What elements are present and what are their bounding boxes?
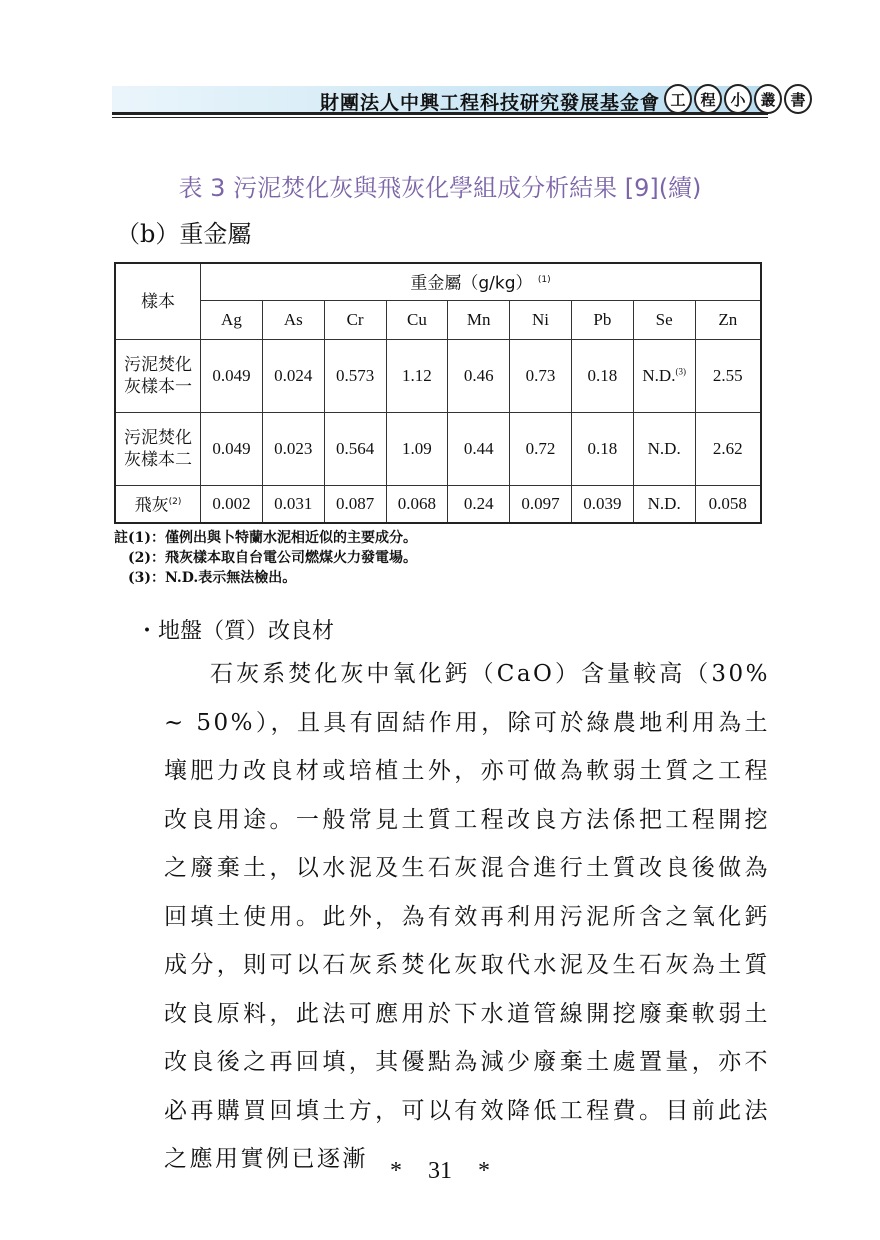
sample-name-line: 灰樣本二 [124, 450, 193, 470]
table-cell: 0.049 [201, 340, 263, 413]
table-cell: 1.12 [386, 340, 448, 413]
table-cell: 0.031 [262, 486, 324, 524]
table-cell: 0.087 [324, 486, 386, 524]
table-row [115, 413, 761, 486]
se-value: N.D. [642, 366, 676, 385]
table-cell: 0.18 [571, 413, 633, 486]
column-header: Mn [448, 301, 510, 340]
table-cell: 2.62 [695, 413, 761, 486]
series-char: 程 [694, 84, 722, 114]
sample-name-line: 飛灰 [134, 495, 169, 516]
table-cell: 0.023 [262, 413, 324, 486]
table-cell: 0.44 [448, 413, 510, 486]
series-char: 工 [664, 84, 692, 114]
table-cell: 0.024 [262, 340, 324, 413]
table-cell: 0.72 [510, 413, 572, 486]
sample-name-line: 污泥焚化 [124, 355, 193, 375]
series-char: 書 [784, 84, 812, 114]
sample-name-line: 灰樣本一 [124, 377, 193, 397]
table-cell: 0.46 [448, 340, 510, 413]
table-cell: 0.049 [201, 413, 263, 486]
group-header-label: 重金屬（g/kg） [410, 273, 533, 294]
star-icon: * [478, 1158, 490, 1184]
header-organization: 財團法人中興工程科技研究發展基金會 [319, 92, 660, 114]
column-header: Cu [386, 301, 448, 340]
note-line: (3)：N.D.表示無法檢出。 [128, 570, 297, 586]
table-cell: 0.097 [510, 486, 572, 524]
page-footer [0, 1158, 880, 1185]
column-header: As [262, 301, 324, 340]
subheading: ・地盤（質）改良材 [136, 619, 335, 644]
table-row [115, 486, 761, 524]
heavy-metal-table [114, 262, 762, 524]
table-cell: N.D. [633, 486, 695, 524]
table-cell: 0.002 [201, 486, 263, 524]
table-cell: 0.564 [324, 413, 386, 486]
table-title: 表 3 污泥焚化灰與飛灰化學組成分析結果 [9](續) [178, 174, 702, 202]
se-note: (3) [675, 366, 686, 377]
column-header: Cr [324, 301, 386, 340]
table-cell: 0.573 [324, 340, 386, 413]
table-cell: 1.09 [386, 413, 448, 486]
table-header-row [115, 263, 761, 301]
table-cell-se [633, 340, 695, 413]
body-paragraph: 石灰系焚化灰中氧化鈣（CaO）含量較高（30% ~ 50%），且具有固結作用，除可於綠農地利用為土壤肥力改良材或培植土外，亦可做為軟弱土質之工程改良用途。一般常見土質工程改良方法係把工程開挖之廢棄土，以水泥及生石灰混合進行土質改良後做為回填土使用。此外，為有效再利用污泥所含之氧化鈣成分，則可以石灰系焚化灰取代水泥及生石灰為土質改良原料，此法可應用於下水道管線開挖廢棄軟弱土改良後之再回填，其優點為減少廢棄土處置量，亦不必再購買回填土方，可以有效降低工程費。目前此法之應用實例已逐漸 [164, 661, 770, 1172]
table-cell: 0.73 [510, 340, 572, 413]
sample-header: 樣本 [115, 263, 201, 340]
column-header: Ag [201, 301, 263, 340]
series-logo [664, 84, 812, 114]
sample-name [115, 340, 201, 413]
group-header-note: (1) [537, 275, 551, 286]
table-cell: N.D. [633, 413, 695, 486]
column-header: Se [633, 301, 695, 340]
note-line: 註(1)：僅例出與卜特蘭水泥相近似的主要成分。 [114, 530, 417, 546]
page-number: 31 [428, 1158, 452, 1184]
note-line: (2)：飛灰樣本取自台電公司燃煤火力發電場。 [128, 550, 417, 566]
column-header: Pb [571, 301, 633, 340]
column-header: Zn [695, 301, 761, 340]
sample-name-line: 污泥焚化 [124, 428, 193, 448]
table-notes [114, 528, 417, 588]
group-header [201, 263, 761, 301]
table-cell: 0.24 [448, 486, 510, 524]
section-title: （b）重金屬 [116, 220, 252, 248]
series-char: 小 [724, 84, 752, 114]
sample-name [115, 413, 201, 486]
header-rule-thin [112, 117, 768, 118]
table-row [115, 340, 761, 413]
table-cell: 0.068 [386, 486, 448, 524]
star-icon: * [390, 1158, 402, 1184]
column-header-row [115, 301, 761, 340]
series-char: 叢 [754, 84, 782, 114]
column-header: Ni [510, 301, 572, 340]
table-cell: 0.18 [571, 340, 633, 413]
table-cell: 0.039 [571, 486, 633, 524]
sample-note: (2) [168, 497, 182, 508]
sample-name [115, 486, 201, 524]
table-cell: 0.058 [695, 486, 761, 524]
table-cell: 2.55 [695, 340, 761, 413]
